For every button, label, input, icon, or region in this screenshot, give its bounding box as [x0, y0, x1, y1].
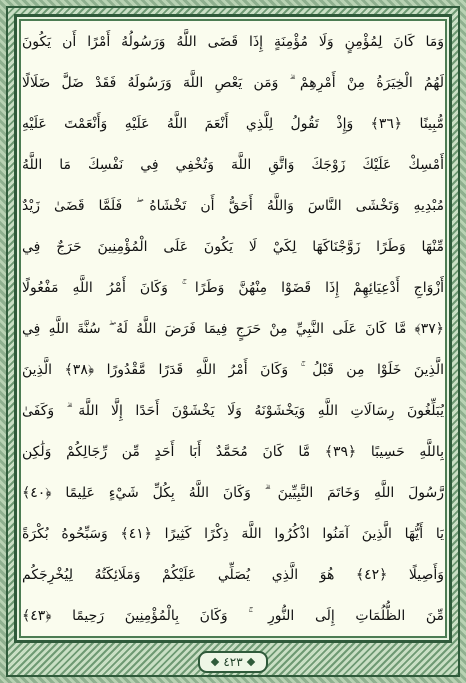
diamond-ornament-icon: [246, 658, 254, 666]
text-line-7: أَزْوَاجِ أَدْعِيَائِهِمْ إِذَا قَضَوْا مِنْهُنَّ وَطَرًا ۚ وَكَانَ أَمْرُ اللَّهِ مَفْعُولًا: [22, 280, 444, 296]
text-line-11: بِاللَّهِ حَسِيبًا ﴿٣٩﴾ مَّا كَانَ مُحَمَّدٌ أَبَا أَحَدٍ مِّن رِّجَالِكُمْ وَلَٰكِن: [22, 444, 444, 460]
text-line-4: أَمْسِكْ عَلَيْكَ زَوْجَكَ وَاتَّقِ اللَّهَ وَتُخْفِي فِي نَفْسِكَ مَا اللَّهُ: [22, 157, 444, 173]
text-line-8: ﴿٣٧﴾ مَّا كَانَ عَلَى النَّبِيِّ مِنْ حَرَجٍ فِيمَا فَرَضَ اللَّهُ لَهُ ۖ سُنَّةَ اللَّهِ فِي: [22, 321, 444, 337]
text-line-10: يُبَلِّغُونَ رِسَالَاتِ اللَّهِ وَيَخْشَوْنَهُ وَلَا يَخْشَوْنَ أَحَدًا إِلَّا اللَّهَ ۗ وَكَفَىٰ: [22, 403, 444, 419]
text-line-9: الَّذِينَ خَلَوْا مِن قَبْلُ ۚ وَكَانَ أَمْرُ اللَّهِ قَدَرًا مَّقْدُورًا ﴿٣٨﴾ الَّذِينَ: [22, 362, 444, 378]
text-line-2: لَهُمُ الْخِيَرَةُ مِنْ أَمْرِهِمْ ۗ وَمَن يَعْصِ اللَّهَ وَرَسُولَهُ فَقَدْ ضَلَّ ضَلَالًا: [22, 75, 444, 91]
diamond-ornament-icon: [211, 658, 219, 666]
text-line-1: وَمَا كَانَ لِمُؤْمِنٍ وَلَا مُؤْمِنَةٍ إِذَا قَضَى اللَّهُ وَرَسُولُهُ أَمْرًا أَن يَكُونَ: [22, 34, 444, 50]
page-footer: [0, 651, 466, 673]
text-line-5: مُبْدِيهِ وَتَخْشَى النَّاسَ وَاللَّهُ أَحَقُّ أَن تَخْشَاهُ ۖ فَلَمَّا قَضَىٰ زَيْدٌ: [22, 198, 444, 214]
quran-text-area: [22, 26, 444, 633]
text-line-3: مُّبِينًا ﴿٣٦﴾ وَإِذْ تَقُولُ لِلَّذِي أَنْعَمَ اللَّهُ عَلَيْهِ وَأَنْعَمْتَ عَلَيْهِ: [22, 116, 444, 132]
page-number: ٤٢٣: [223, 655, 243, 669]
text-line-15: مِّنَ الظُّلُمَاتِ إِلَى النُّورِ ۚ وَكَانَ بِالْمُؤْمِنِينَ رَحِيمًا ﴿٤٣﴾: [22, 608, 444, 624]
text-line-14: وَأَصِيلًا ﴿٤٢﴾ هُوَ الَّذِي يُصَلِّي عَلَيْكُمْ وَمَلَائِكَتُهُ لِيُخْرِجَكُم: [22, 567, 444, 583]
page-number-badge: [198, 651, 268, 673]
text-line-6: مِّنْهَا وَطَرًا زَوَّجْنَاكَهَا لِكَيْ لَا يَكُونَ عَلَى الْمُؤْمِنِينَ حَرَجٌ فِي: [22, 239, 444, 255]
text-line-13: يَا أَيُّهَا الَّذِينَ آمَنُوا اذْكُرُوا اللَّهَ ذِكْرًا كَثِيرًا ﴿٤١﴾ وَسَبِّحُوهُ بُكْرَةً: [22, 526, 444, 542]
text-line-12: رَّسُولَ اللَّهِ وَخَاتَمَ النَّبِيِّينَ ۗ وَكَانَ اللَّهُ بِكُلِّ شَيْءٍ عَلِيمًا ﴿٤٠﴾: [22, 485, 444, 501]
